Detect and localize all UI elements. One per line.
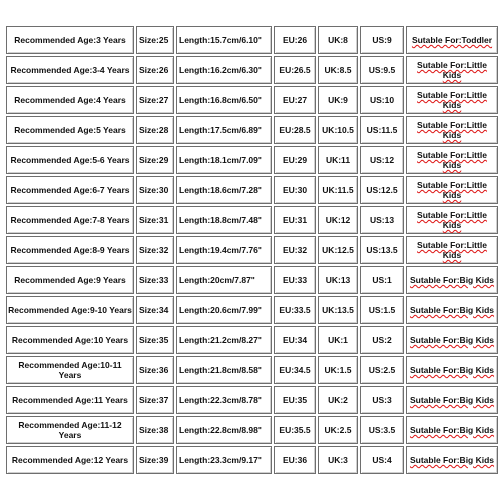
eu-size-cell: EU:27 (274, 86, 316, 114)
suitable-for-cell (406, 356, 498, 384)
eu-size-cell: EU:34 (274, 326, 316, 354)
us-size-cell: US:10 (360, 86, 404, 114)
uk-size-cell: UK:12.5 (318, 236, 358, 264)
us-size-cell: US:1.5 (360, 296, 404, 324)
suitable-for-label: Sutable For:Little Kids (417, 60, 487, 80)
us-size-cell: US:12.5 (360, 176, 404, 204)
size-cell: Size:32 (136, 236, 174, 264)
uk-size-cell: UK:1 (318, 326, 358, 354)
us-size-cell: US:2 (360, 326, 404, 354)
recommended-age-cell: Recommended Age:10 Years (6, 326, 134, 354)
size-cell: Size:38 (136, 416, 174, 444)
size-cell: Size:28 (136, 116, 174, 144)
size-cell: Size:25 (136, 26, 174, 54)
suitable-for-label: Sutable For:Big Kids (409, 335, 495, 345)
length-cell: Length:16.2cm/6.30" (176, 56, 272, 84)
suitable-for-cell (406, 236, 498, 264)
suitable-for-cell (406, 296, 498, 324)
recommended-age-cell: Recommended Age:5 Years (6, 116, 134, 144)
suitable-for-cell (406, 116, 498, 144)
uk-size-cell: UK:11.5 (318, 176, 358, 204)
length-cell: Length:18.8cm/7.48" (176, 206, 272, 234)
suitable-for-cell (406, 26, 498, 54)
size-row (6, 146, 498, 174)
suitable-for-cell (406, 386, 498, 414)
uk-size-cell: UK:8 (318, 26, 358, 54)
length-cell: Length:15.7cm/6.10" (176, 26, 272, 54)
eu-size-cell: EU:26 (274, 26, 316, 54)
recommended-age-cell: Recommended Age:5-6 Years (6, 146, 134, 174)
size-cell: Size:30 (136, 176, 174, 204)
uk-size-cell: UK:2.5 (318, 416, 358, 444)
suitable-for-cell (406, 416, 498, 444)
size-cell: Size:27 (136, 86, 174, 114)
size-cell: Size:34 (136, 296, 174, 324)
recommended-age-cell: Recommended Age:8-9 Years (6, 236, 134, 264)
length-cell: Length:20.6cm/7.99" (176, 296, 272, 324)
suitable-for-label: Sutable For:Little Kids (417, 240, 487, 260)
suitable-for-label: Sutable For:Little Kids (417, 150, 487, 170)
us-size-cell: US:3.5 (360, 416, 404, 444)
size-cell: Size:39 (136, 446, 174, 474)
length-cell: Length:22.8cm/8.98" (176, 416, 272, 444)
size-row (6, 56, 498, 84)
us-size-cell: US:11.5 (360, 116, 404, 144)
suitable-for-cell (406, 86, 498, 114)
uk-size-cell: UK:1.5 (318, 356, 358, 384)
size-row (6, 236, 498, 264)
eu-size-cell: EU:29 (274, 146, 316, 174)
length-cell: Length:18.1cm/7.09" (176, 146, 272, 174)
size-cell: Size:36 (136, 356, 174, 384)
suitable-for-cell (406, 56, 498, 84)
suitable-for-label: Sutable For:Big Kids (409, 455, 495, 465)
suitable-for-cell (406, 206, 498, 234)
us-size-cell: US:9.5 (360, 56, 404, 84)
recommended-age-cell: Recommended Age:9-10 Years (6, 296, 134, 324)
length-cell: Length:21.8cm/8.58" (176, 356, 272, 384)
uk-size-cell: UK:11 (318, 146, 358, 174)
size-cell: Size:26 (136, 56, 174, 84)
recommended-age-cell: Recommended Age:11 Years (6, 386, 134, 414)
us-size-cell: US:13 (360, 206, 404, 234)
size-row (6, 416, 498, 444)
size-row (6, 386, 498, 414)
length-cell: Length:20cm/7.87" (176, 266, 272, 294)
suitable-for-label: Sutable For:Big Kids (409, 275, 495, 285)
eu-size-cell: EU:31 (274, 206, 316, 234)
suitable-for-label: Sutable For:Little Kids (417, 180, 487, 200)
us-size-cell: US:1 (360, 266, 404, 294)
suitable-for-cell (406, 446, 498, 474)
suitable-for-label: Sutable For:Big Kids (409, 425, 495, 435)
uk-size-cell: UK:10.5 (318, 116, 358, 144)
uk-size-cell: UK:13 (318, 266, 358, 294)
length-cell: Length:16.8cm/6.50" (176, 86, 272, 114)
suitable-for-cell (406, 326, 498, 354)
suitable-for-label: Sutable For:Toddler (411, 35, 493, 45)
uk-size-cell: UK:2 (318, 386, 358, 414)
size-row (6, 86, 498, 114)
suitable-for-label: Sutable For:Big Kids (409, 395, 495, 405)
size-row (6, 266, 498, 294)
suitable-for-cell (406, 146, 498, 174)
size-row (6, 296, 498, 324)
size-cell: Size:35 (136, 326, 174, 354)
eu-size-cell: EU:33 (274, 266, 316, 294)
eu-size-cell: EU:30 (274, 176, 316, 204)
suitable-for-cell (406, 266, 498, 294)
size-row (6, 26, 498, 54)
length-cell: Length:17.5cm/6.89" (176, 116, 272, 144)
eu-size-cell: EU:36 (274, 446, 316, 474)
size-cell: Size:29 (136, 146, 174, 174)
eu-size-cell: EU:35.5 (274, 416, 316, 444)
uk-size-cell: UK:3 (318, 446, 358, 474)
size-cell: Size:31 (136, 206, 174, 234)
suitable-for-label: Sutable For:Big Kids (409, 365, 495, 375)
eu-size-cell: EU:35 (274, 386, 316, 414)
recommended-age-cell: Recommended Age:7-8 Years (6, 206, 134, 234)
size-cell: Size:37 (136, 386, 174, 414)
uk-size-cell: UK:12 (318, 206, 358, 234)
recommended-age-cell: Recommended Age:3-4 Years (6, 56, 134, 84)
eu-size-cell: EU:33.5 (274, 296, 316, 324)
suitable-for-cell (406, 176, 498, 204)
us-size-cell: US:4 (360, 446, 404, 474)
us-size-cell: US:12 (360, 146, 404, 174)
eu-size-cell: EU:32 (274, 236, 316, 264)
eu-size-cell: EU:28.5 (274, 116, 316, 144)
us-size-cell: US:3 (360, 386, 404, 414)
size-row (6, 326, 498, 354)
us-size-cell: US:9 (360, 26, 404, 54)
suitable-for-label: Sutable For:Little Kids (417, 90, 487, 110)
size-row (6, 446, 498, 474)
recommended-age-cell: Recommended Age:9 Years (6, 266, 134, 294)
size-row (6, 176, 498, 204)
eu-size-cell: EU:34.5 (274, 356, 316, 384)
length-cell: Length:22.3cm/8.78" (176, 386, 272, 414)
suitable-for-label: Sutable For:Big Kids (409, 305, 495, 315)
recommended-age-cell: Recommended Age:3 Years (6, 26, 134, 54)
uk-size-cell: UK:8.5 (318, 56, 358, 84)
length-cell: Length:18.6cm/7.28" (176, 176, 272, 204)
us-size-cell: US:13.5 (360, 236, 404, 264)
suitable-for-label: Sutable For:Little Kids (417, 120, 487, 140)
length-cell: Length:19.4cm/7.76" (176, 236, 272, 264)
recommended-age-cell: Recommended Age:10-11 Years (6, 356, 134, 384)
length-cell: Length:21.2cm/8.27" (176, 326, 272, 354)
size-row (6, 356, 498, 384)
size-row (6, 206, 498, 234)
size-row (6, 116, 498, 144)
recommended-age-cell: Recommended Age:6-7 Years (6, 176, 134, 204)
size-chart-body (6, 26, 498, 474)
recommended-age-cell: Recommended Age:4 Years (6, 86, 134, 114)
eu-size-cell: EU:26.5 (274, 56, 316, 84)
size-chart-table (4, 24, 500, 476)
recommended-age-cell: Recommended Age:12 Years (6, 446, 134, 474)
us-size-cell: US:2.5 (360, 356, 404, 384)
size-cell: Size:33 (136, 266, 174, 294)
uk-size-cell: UK:13.5 (318, 296, 358, 324)
length-cell: Length:23.3cm/9.17" (176, 446, 272, 474)
suitable-for-label: Sutable For:Little Kids (417, 210, 487, 230)
recommended-age-cell: Recommended Age:11-12 Years (6, 416, 134, 444)
uk-size-cell: UK:9 (318, 86, 358, 114)
